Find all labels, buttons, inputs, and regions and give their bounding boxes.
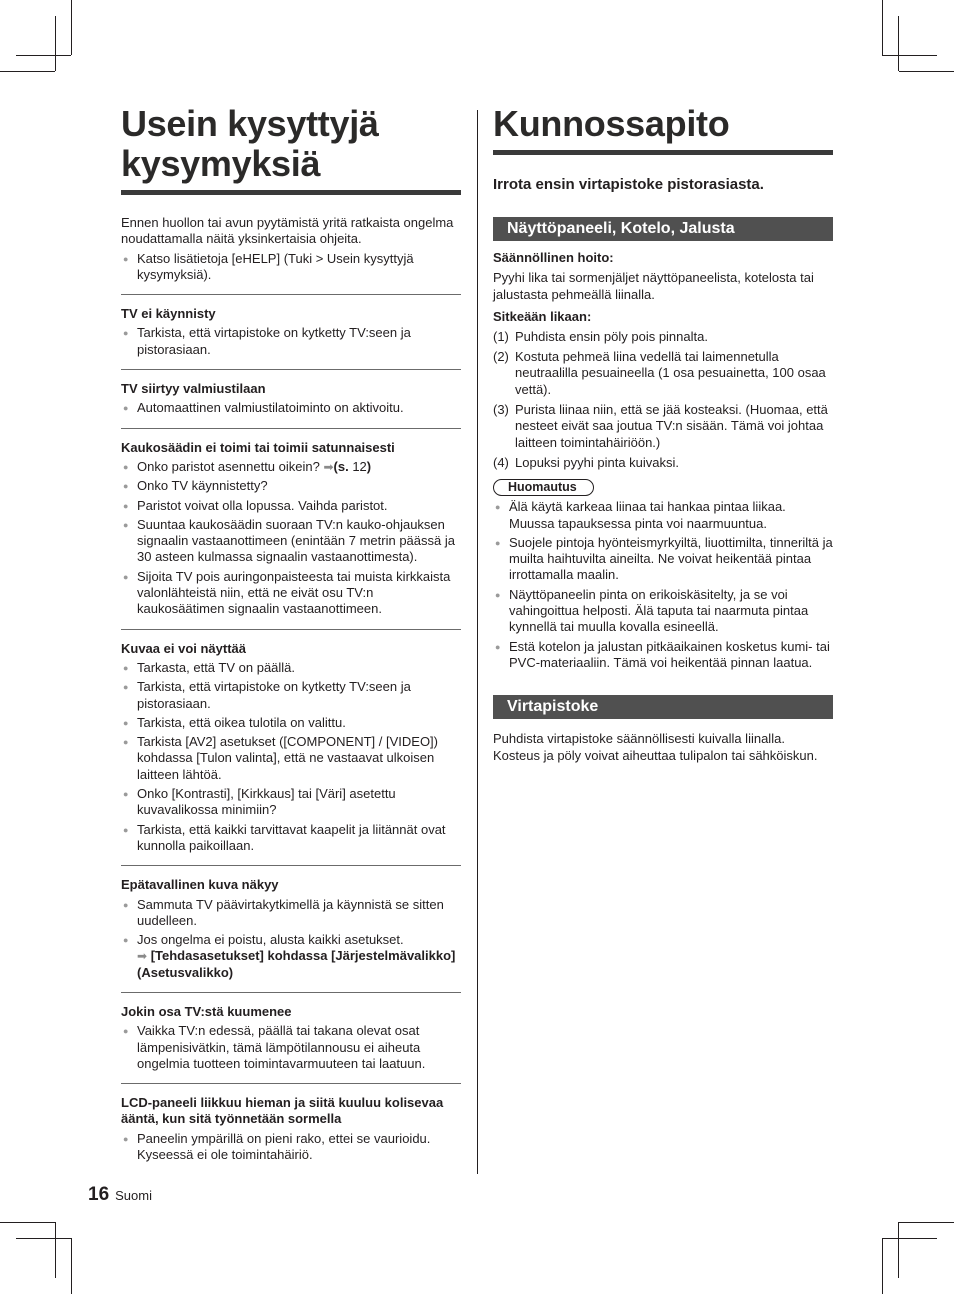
list-item: ● Automaattinen valmiustilatoiminto on aktivoitu.: [121, 400, 461, 416]
list-item: ● Tarkista, että virtapistoke on kytketty TV:seen ja pistorasiaan.: [121, 325, 461, 358]
list-item: ● Suojele pintoja hyönteismyrkyiltä, liuottimilta, tinneriltä ja muilta haihtuvilta aineilta. Ne voivat heikentää pintaa irrottamalla maalin.: [493, 535, 833, 584]
page-number: 16: [88, 1184, 110, 1205]
list-item: ● Tarkista, että virtapistoke on kytketty TV:seen ja pistorasiaan.: [121, 679, 461, 712]
title-rule: [121, 190, 461, 195]
faq-section-no-picture: [121, 629, 461, 855]
crop-mark: [882, 0, 883, 55]
list-item: ● Paneelin ympärillä on pieni rako, ettei se vaurioidu. Kyseessä ei ole toimintahäiriö.: [121, 1131, 461, 1164]
list-item: ● Estä kotelon ja jalustan pitkäaikainen kosketus kumi- tai PVC-materiaaliin. Tämä voi heikentää pinnan laatua.: [493, 639, 833, 672]
section-heading: Epätavallinen kuva näkyy: [121, 877, 279, 893]
list-item: ● Älä käytä karkeaa liinaa tai hankaa pintaa liikaa. Muussa tapauksessa pinta voi naarmuuntua.: [493, 499, 833, 532]
section-heading: TV ei käynnisty: [121, 306, 216, 322]
cleaning-steps: [493, 329, 833, 471]
crop-mark: [55, 16, 56, 71]
crop-mark: [899, 71, 954, 72]
page-ref-prefix: (s.: [333, 458, 349, 474]
crop-mark: [55, 1222, 56, 1278]
crop-mark: [0, 71, 55, 72]
faq-section-standby: [121, 369, 461, 417]
arrow-right-icon: ➡: [323, 459, 334, 474]
regular-care-text: Pyyhi lika tai sormenjäljet näyttöpaneelista, kotelosta tai jalustasta pehmeällä liinalla.: [493, 270, 814, 302]
list-item: ● Katso lisätietoja [eHELP] (Tuki > Usein kysyttyjä kysymyksiä).: [121, 251, 461, 284]
list-item: ● Onko TV käynnistetty?: [121, 478, 461, 494]
faq-column: [121, 104, 461, 1163]
step-item: (3) Purista liinaa niin, että se jää kosteaksi. (Huomaa, että nesteet eivät saa joutua TV:n sisään. Tämä voi johtaa laitteen toimintahäiriöön.): [493, 402, 828, 450]
crop-mark: [0, 1222, 55, 1223]
list-item: ● Vaikka TV:n edessä, päällä tai takana olevat osat lämpenisivätkin, tämä lämpötilannousu ei aiheuta ongelmia tuotteen toimintavarmuuteen tai laatuun.: [121, 1023, 461, 1072]
step-item: (1) Puhdista ensin pöly pois pinnalta.: [493, 328, 708, 344]
crop-mark: [71, 1238, 72, 1294]
faq-section-unusual-picture: [121, 865, 461, 981]
column-divider: [477, 110, 478, 1174]
page-ref-suffix: ): [366, 458, 372, 474]
maintenance-column: [493, 104, 833, 764]
section-heading: TV siirtyy valmiustilaan: [121, 381, 266, 397]
list-item: ● Tarkista [AV2] asetukset ([COMPONENT] / [VIDEO]) kohdassa [Tulon valinta], että ne vastaavat ulkoisen laitteen lähtöä.: [121, 734, 461, 783]
crop-mark: [898, 16, 899, 71]
section-band-plug: Virtapistoke: [493, 695, 833, 719]
settings-ref: [Tehdasasetukset] kohdassa [Järjestelmävalikko] (Asetusvalikko): [137, 948, 456, 980]
step-item: (2) Kostuta pehmeä liina vedellä tai laimennetulla neutraalilla pesuaineella (1 osa pesuainetta, 100 osaa vettä).: [493, 349, 826, 397]
maintenance-title: Kunnossapito: [493, 103, 730, 144]
arrow-right-icon: ➡: [137, 949, 148, 964]
faq-title: Usein kysyttyjä kysymyksiä: [121, 103, 379, 184]
section-heading: Kuvaa ei voi näyttää: [121, 640, 246, 656]
list-item: ● Näyttöpaneelin pinta on erikoiskäsitelty, ja se voi vahingoittua helposti. Älä taputa tai naarmuta pintaa kynnellä tai muulla kovalla esineellä.: [493, 587, 833, 636]
crop-mark: [16, 1238, 71, 1239]
faq-section-remote: [121, 428, 461, 618]
section-heading: Jokin osa TV:stä kuumenee: [121, 1003, 292, 1019]
faq-section-tv-not-starting: [121, 294, 461, 358]
page-ref-link[interactable]: 12: [352, 458, 367, 474]
section-heading: LCD-paneeli liikkuu hieman ja siitä kuuluu kolisevaa ääntä, kun sitä työnnetään sormella: [121, 1095, 444, 1127]
crop-mark: [898, 1222, 899, 1278]
title-rule: [493, 150, 833, 155]
note-label: Huomautus: [493, 479, 594, 496]
language-label: Suomi: [115, 1188, 152, 1203]
list-item: ● Jos ongelma ei poistu, alusta kaikki asetukset. ➡ [Tehdasasetukset] kohdassa [Järjestelmävalikko] (Asetusvalikko): [121, 932, 461, 981]
intro-bullets: [121, 251, 461, 284]
list-item: ● Tarkista, että kaikki tarvittavat kaapelit ja liitännät ovat kunnolla paikoillaan.: [121, 822, 461, 855]
list-item: ● Sammuta TV päävirtakytkimellä ja käynnistä se sitten uudelleen.: [121, 897, 461, 930]
list-item: ● Onko [Kontrasti], [Kirkkaus] tai [Väri] asetettu kuvavalikossa minimiin?: [121, 786, 461, 819]
list-item: ● Tarkasta, että TV on päällä.: [121, 660, 461, 676]
section-heading: Kaukosäädin ei toimi tai toimii satunnaisesti: [121, 439, 395, 455]
crop-mark: [899, 1222, 954, 1223]
crop-mark: [16, 55, 71, 56]
crop-mark: [882, 1238, 883, 1294]
unplug-instruction: Irrota ensin virtapistoke pistorasiasta.: [493, 176, 764, 193]
regular-care-heading: Säännöllinen hoito:: [493, 250, 614, 266]
page-footer: [88, 1184, 152, 1206]
faq-section-lcd-panel: [121, 1083, 461, 1163]
crop-mark: [71, 0, 72, 55]
crop-mark: [882, 1238, 937, 1239]
list-item: ● Tarkista, että oikea tulotila on valittu.: [121, 715, 461, 731]
step-item: (4) Lopuksi pyyhi pinta kuivaksi.: [493, 454, 680, 470]
crop-mark: [882, 55, 937, 56]
stubborn-dirt-heading: Sitkeään likaan:: [493, 308, 592, 324]
faq-intro: Ennen huollon tai avun pyytämistä yritä ratkaista ongelma noudattamalla näitä yksinkertaisia ohjeita.: [121, 215, 454, 247]
list-item: ● Paristot voivat olla lopussa. Vaihda paristot.: [121, 498, 461, 514]
list-item: ● Onko paristot asennettu oikein? ➡(s. 12): [121, 459, 461, 475]
plug-text: Puhdista virtapistoke säännöllisesti kuivalla liinalla. Kosteus ja pöly voivat aiheuttaa tulipalon tai sähköiskun.: [493, 731, 818, 763]
section-band-panel: Näyttöpaneeli, Kotelo, Jalusta: [493, 217, 833, 241]
faq-section-heat: [121, 992, 461, 1072]
list-item: ● Sijoita TV pois auringonpaisteesta tai muista kirkkaista valonlähteistä niin, että ne eivät osu TV:n kaukosäätimen signaalin vastaanottimeen.: [121, 569, 461, 618]
note-list: [493, 499, 833, 671]
list-item: ● Suuntaa kaukosäädin suoraan TV:n kauko-ohjauksen signaalin vastaanottimeen (enintään 7 metrin päässä ja 30 asteen kulmassa signaalin vastaanottimesta).: [121, 517, 461, 566]
